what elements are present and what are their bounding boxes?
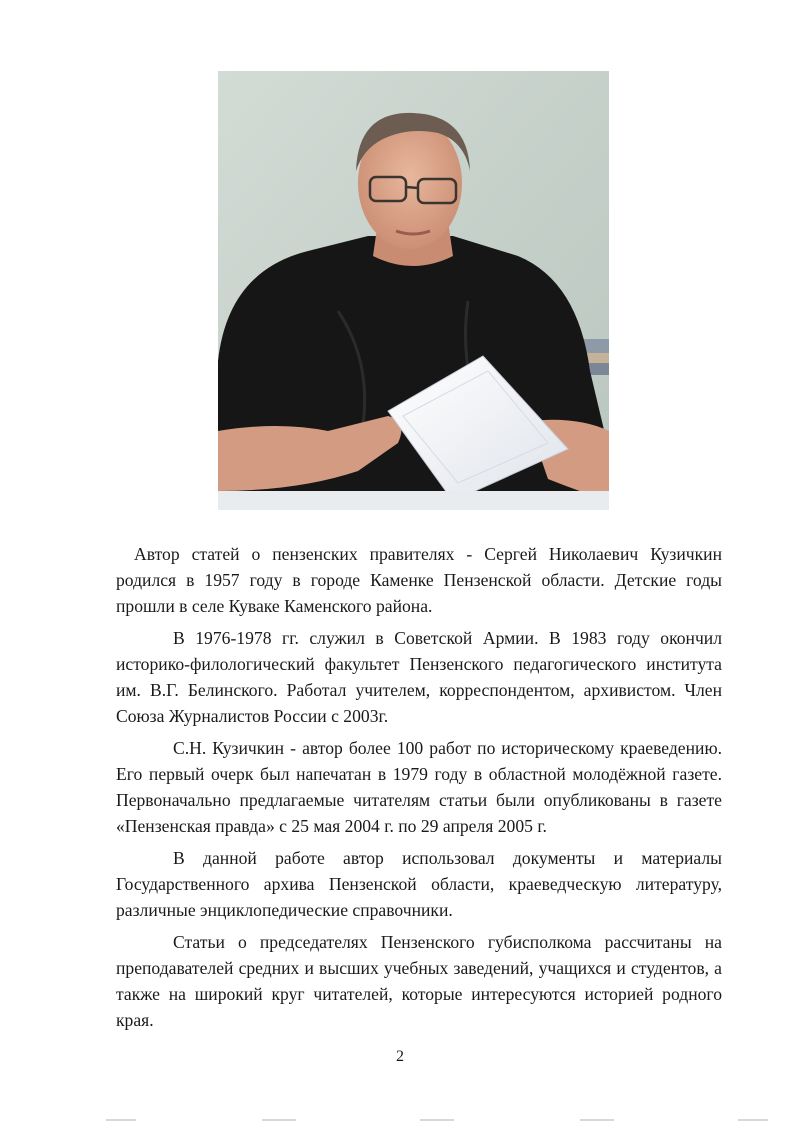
scan-mark [106, 1119, 136, 1121]
paragraph-intro: Автор статей о пензенских правителях - Сергей Николаевич Кузичкин родился в 1957 году в городе Каменке Пензенской области. Детские годы прошли в селе Куваке Каменского района. [116, 544, 722, 616]
paragraph-biography: В 1976-1978 гг. служил в Советской Армии. В 1983 году окончил историко-филологический факультет Пензенского педагогического института им. В.Г. Белинского. Работал учителем, корреспондентом, архивистом. Член Союза Журналистов России с 2003г. [116, 628, 722, 726]
page-number: 2 [396, 1048, 404, 1065]
document-body [116, 541, 722, 1039]
paragraph-audience: Статьи о председателях Пензенского губисполкома рассчитаны на преподавателей средних и высших учебных заведений, учащихся и студентов, а также на широкий круг читателей, которые интересуются историей родного края. [116, 932, 722, 1030]
scan-mark [420, 1119, 454, 1121]
scan-mark [262, 1119, 296, 1121]
paragraph-works: С.Н. Кузичкин - автор более 100 работ по историческому краеведению. Его первый очерк был напечатан в 1979 году в областной молодёжной газете. Первоначально предлагаемые читателям статьи были опубликованы в газете «Пензенская правда» с 25 мая 2004 г. по 29 апреля 2005 г. [116, 738, 722, 836]
portrait-photo-icon [218, 71, 609, 510]
scan-mark [580, 1119, 614, 1121]
scan-mark [738, 1119, 768, 1121]
author-portrait-photo [218, 71, 609, 510]
paragraph-sources: В данной работе автор использовал документы и материалы Государственного архива Пензенской области, краеведческую литературу, различные энциклопедические справочники. [116, 848, 722, 920]
